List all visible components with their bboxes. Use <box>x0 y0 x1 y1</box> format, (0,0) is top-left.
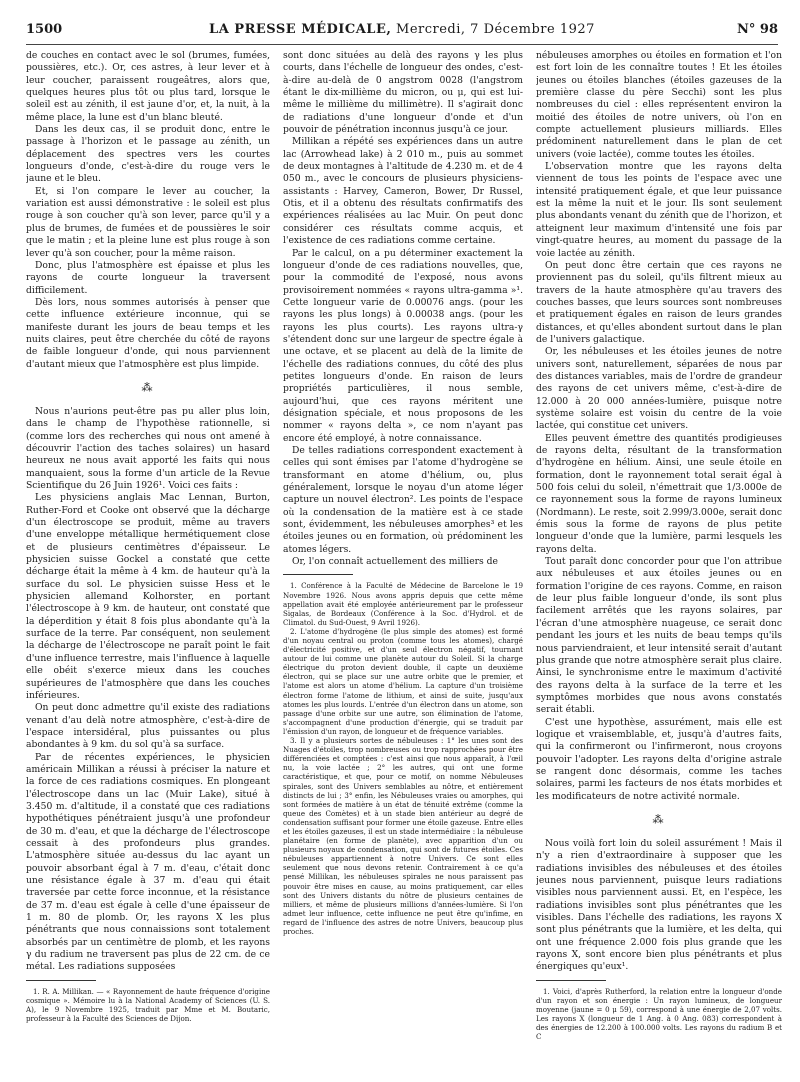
footnote-rule <box>536 980 606 981</box>
running-title <box>26 22 778 37</box>
paragraph: Or, l'on connaît actuellement des milliers de <box>292 556 498 568</box>
paragraph: Nous n'aurions peut-être pas pu aller plus loin, dans le champ de l'hypothèse rationnelle, si (comme lors des recherches qui nous ont amené à découvrir l'action des taches solaires) un hasard heureux ne nous avait apporté les faits qui nous manquaient, sous la forme d'un article de la Revue Scientifique du 26 Juin 1926¹. Voici ces faits : <box>26 405 270 491</box>
paragraph: C'est une hypothèse, assurément, mais elle est logique et vraisemblable, et, jusqu'à d'autres faits, qui la confirmeront ou l'infirmeront, nous croyons pouvoir l'adopter. Les rayons delta d'origine astrale se rangent donc désormais, comme les taches solaires, parmi les facteurs de nos états morbides et les modificateurs de notre activité normale. <box>536 716 782 802</box>
footnote: 1. R. A. Millikan. — « Rayonnement de haute fréquence d'origine cosmique ». Mémoire lu à la National Academy of Sciences (U. S. A), le 9 Novembre 1925, traduit par Mme et M. Boutaric, professeur à la Faculté des Sciences de Dijon. <box>26 986 270 1024</box>
paragraph: Les physiciens anglais Mac Lennan, Burton, Ruther-Ford et Cooke ont observé que la décharge d'un électroscope se produit, même au travers d'une enveloppe métallique hermétiquement close et de plusieurs centimètres d'épaisseur. Le physicien suisse Gockel a constaté que cette décharge était la même à 4 km. de hauteur qu'à la surface du sol. Le physicien suisse Hess et le physicien allemand Kolhorster, en portant l'électroscope à 9 km. de hauteur, ont constaté que la déperdition y était 8 fois plus abondante qu'à la surface de la terre. Par conséquent, non seulement la décharge de l'électroscope ne paraît point le fait d'une influence terrestre, mais l'influence à laquelle elle obéit s'exerce mieux dans les couches supérieures de l'atmosphère que dans les couches inférieures. <box>26 492 270 701</box>
journal-name: LA PRESSE MÉDICALE, <box>209 22 392 37</box>
column-2 <box>283 50 523 1070</box>
paragraph: L'observation montre que les rayons delta viennent de tous les points de l'espace avec une intensité pratiquement égale, et que leur puissance est la même la nuit et le jour. Ils sont seulement plus abondants venant du zénith que de l'horizon, et atteignent leur maximum d'intensité une fois par vingt-quatre heures, au moment du passage de la voie lactée au zénith. <box>536 161 782 259</box>
paragraph: sont donc situées au delà des rayons γ les plus courts, dans l'échelle de longueur des ondes, c'est-à-dire au-delà de 0 angstrom 0028 (l'angstrom étant le dix-millième du micron, ou μ, qui est lui-même le millième du millimètre). Il s'agirait donc de radiations d'une longueur d'onde et d'un pouvoir de pénétration inconnus jusqu'à ce jour. <box>283 50 523 136</box>
paragraph: Et, si l'on compare le lever au coucher, la variation est aussi démonstrative : le soleil est plus rouge à son coucher qu'à son lever, parce qu'il y a plus de brumes, de fumées et de poussières le soir que le matin ; et la pleine lune est plus rouge à son lever qu'à son coucher, pour la même raison. <box>26 185 270 259</box>
paragraph: Dès lors, nous sommes autorisés à penser que cette influence extérieure inconnue, qui se manifeste durant les jours de beau temps et les nuits claires, peut être cherchée du côté de rayons de faible longueur d'onde, qui nous parviennent d'autant mieux que l'atmosphère est plus limpide. <box>26 296 270 370</box>
paragraph: Elles peuvent émettre des quantités prodigieuses de rayons delta, résultant de la transformation d'hydrogène en hélium. Ainsi, une seule étoile en formation, dont le rayonnement total serait égal à 500 fois celui du soleil, n'émettrait que 1/3.000e de ce rayonnement sous la forme de rayons lumineux (Nordmann). Le reste, soit 2.999/3.000e, serait donc émis sous la forme de rayons de plus petite longueur d'onde que la lumière, parmi lesquels les rayons delta. <box>536 432 782 555</box>
page-header <box>26 22 778 45</box>
paragraph: de couches en contact avec le sol (brumes, fumées, poussières, etc.). Or, ces astres, à leur lever et à leur coucher, paraissent rougeâtres, alors que, quelques heures plus tôt ou plus tard, lorsque le soleil est au zénith, il est jaune d'or, et, la nuit, à la même place, la lune est d'un blanc bleuté. <box>26 50 270 123</box>
footnote: 1. Voici, d'après Rutherford, la relation entre la longueur d'onde d'un rayon et son énergie : Un rayon lumineux, de longueur moyenne (jaune = 0 μ 59), correspond à une énergie de 2,07 volts. Les rayons X (longueur de 1 Ang. à 0 Ang. 083) correspondent à des énergies de 12.200 à 100.000 volts. Les rayons du radium B et C <box>536 986 782 1042</box>
paragraph: On peut donc être certain que ces rayons ne proviennent pas du soleil, qu'ils filtrent mieux au travers de la haute atmosphère qu'au travers des couches basses, que leurs sources sont nombreuses et pratiquement égales en raison de leurs grandes distances, et qu'elles abondent surtout dans le plan de l'univers galactique. <box>536 259 782 345</box>
paragraph: Tout paraît donc concorder pour que l'on attribue aux nébuleuses et aux étoiles jeunes ou en formation l'origine de ces rayons. Comme, en raison de leur plus faible longueur d'onde, ils sont plus facilement arrêtés que les rayons solaires, par l'écran d'une atmosphère nuageuse, ce serait donc pendant les jours et les nuits de beau temps qu'ils nous parviendraient, et leur intensité serait d'autant plus grande que notre atmosphère serait plus claire. Ainsi, le synchronisme entre le maximum d'activité des rayons delta à la surface de la terre et les symptômes morbides que nous avons constatés serait établi. <box>536 556 782 716</box>
page-number: 1500 <box>26 22 63 37</box>
paragraph: nébuleuses amorphes ou étoiles en formation et l'on est fort loin de les connaître toutes ! Et les étoiles jeunes ou étoiles blanches (étoiles gazeuses de la première classe du père Secchi) sont les plus nombreuses du ciel : elles représentent environ la moitié des étoiles de notre univers, où l'on en compte actuellement plusieurs milliards. Elles prédominent naturellement dans le plan de cet univers (voie lactée), comme toutes les étoiles. <box>536 50 782 160</box>
section-separator: ⁂ <box>141 380 155 394</box>
paragraph: Dans les deux cas, il se produit donc, entre le passage à l'horizon et le passage au zénith, un déplacement des spectres vers les courtes longueurs d'onde, c'est-à-dire du rouge vers le jaune et le bleu. <box>26 124 270 185</box>
issue-date: Mercredi, 7 Décembre 1927 <box>396 22 595 37</box>
paragraph: On peut donc admettre qu'il existe des radiations venant d'au delà notre atmosphère, c'est-à-dire de l'espace intersidéral, plus puissantes ou plus abondantes à 9 km. du sol qu'à sa surface. <box>26 702 270 751</box>
column-3 <box>536 50 782 1070</box>
section-separator: ⁂ <box>652 812 666 826</box>
footnote: 2. L'atome d'hydrogène (le plus simple des atomes) est formé d'un noyau central ou proton (comme tous les atomes), chargé d'électricité positive, et d'un seul électron négatif, tournant autour de lui comme une planète autour du Soleil. Si la charge électrique du proton devient double, il capte un deuxième électron, qui se place sur une autre orbite que le premier, et l'atome est alors un atome d'hélium. La capture d'un troisième électron forme l'atome de lithium, et ainsi de suite, jusqu'aux atomes les plus lourds. L'entrée d'un électron dans un atome, son passage d'une orbite sur une autre, son élimination de l'atome, s'accompagnent d'une production d'énergie, qui se traduit par l'émission d'un rayon, de longueur et de fréquence variables. <box>283 626 523 736</box>
footnote-rule <box>283 574 353 575</box>
paragraph: De telles radiations correspondent exactement à celles qui sont émises par l'atome d'hydrogène se transformant en atome d'hélium, ou, plus généralement, lorsque le noyau d'un atome léger capture un nouvel électron². Les points de l'espace où la condensation de la matière est à ce stade sont, évidemment, les nébuleuses amorphes³ et les étoiles jeunes ou en formation, où prédominent les atomes légers. <box>283 445 523 555</box>
issue-number: N° 98 <box>737 22 778 37</box>
column-1 <box>26 50 270 1070</box>
paragraph: Or, les nébuleuses et les étoiles jeunes de notre univers sont, naturellement, séparées de nous par des distances variables, mais de l'ordre de grandeur des rayons de cet univers même, c'est-à-dire de 12.000 à 20 000 années-lumière, puisque notre système solaire est voisin du centre de la voie lactée, qui constitue cet univers. <box>536 346 782 432</box>
footnote: 3. Il y a plusieurs sortes de nébuleuses : 1° les unes sont des Nuages d'étoiles, trop nombreuses ou trop rapprochées pour être différenciées et comptées : c'est ainsi que nous apparaît, à l'œil nu, la voie lactée ; 2° les autres, qui ont une forme caractéristique, et que, pour ce motif, on nomme Nébuleuses spirales, sont des Univers semblables au nôtre, et entièrement distincts de lui ; 3° enfin, les Nébuleuses vraies ou amorphes, qui sont formées de matière à un état de ténuité extrême (comme la queue des Comètes) et à un stade bien antérieur au degré de condensation suffisant pour former une étoile gazeuse. Entre elles et les étoiles gazeuses, il est un stade intermédiaire : la nébuleuse planétaire (en forme de planète), avec apparition d'un ou plusieurs noyaux de condensation, qui sont de futures étoiles. Ces nébuleuses appartiennent à notre Univers. Ce sont elles seulement que nous devons retenir. Contrairement à ce qu'a pensé Millikan, les nébuleuses spirales ne nous paraissent pas pouvoir être mises en cause, au moins pratiquement, car elles sont des Univers distants du nôtre de plusieurs centaines de milliers, et même de plusieurs millions d'années-lumière. Si l'on admet leur influence, cette influence ne peut être qu'infime, en regard de l'influence des astres de notre Univers, beaucoup plus proches. <box>283 736 523 936</box>
paragraph: Millikan a répété ses expériences dans un autre lac (Arrowhead lake) à 2 010 m., puis au sommet de deux montagnes à l'altitude de 4.230 m. et de 4 050 m., avec le concours de plusieurs physiciens-assistants : Harvey, Cameron, Bower, Dr Russel, Otis, et il a obtenu des résultats confirmatifs des expériences réalisées au lac Muir. On peut donc considérer ces résultats comme acquis, et l'existence de ces radiations comme certaine. <box>283 136 523 247</box>
paragraph: Par de récentes expériences, le physicien américain Millikan a réussi à préciser la nature et la force de ces radiations cosmiques. En plongeant l'électroscope dans un lac (Muir Lake), situé à 3.450 m. d'altitude, il a constaté que ces radiations hypothétiques pénétraient jusqu'à une profondeur de 30 m. d'eau, et que la décharge de l'électroscope cessait à des profondeurs plus grandes. L'atmosphère située au-dessus du lac ayant un pouvoir absorbant égal à 7 m. d'eau, c'était donc une résistance égale à 37 m. d'eau qui était traversée par cette force inconnue, et la résistance de 37 m. d'eau est égale à celle d'une épaisseur de 1 m. 80 de plomb. Or, les rayons X les plus pénétrants que nous connaissions sont totalement absorbés par un centimètre de plomb, et les rayons γ du radium ne traversent pas plus de 22 cm. de ce métal. Les radiations supposées <box>26 751 270 973</box>
paragraph: Par le calcul, on a pu déterminer exactement la longueur d'onde de ces radiations nouvelles, que, pour la commodité de l'exposé, nous avons provisoirement nommées « rayons ultra-gamma »¹. Cette longueur varie de 0.00076 angs. (pour les rayons les plus longs) à 0.00038 angs. (pour les rayons les plus courts). Les rayons ultra-γ s'étendent donc sur une largeur de spectre égale à une octave, et se placent au delà de la limite de l'échelle des radiations connues, du côté des plus petites longueurs d'onde. En raison de leurs propriétés particulières, il nous semble, aujourd'hui, que ces rayons méritent une désignation spéciale, et nous proposons de les nommer « rayons delta », ce nom n'ayant pas encore été employé, à notre connaissance. <box>283 247 523 444</box>
footnote-rule <box>26 980 96 981</box>
paragraph: Donc, plus l'atmosphère est épaisse et plus les rayons de courte longueur la traversent difficilement. <box>26 259 270 296</box>
footnote: 1. Conférence à la Faculté de Médecine de Barcelone le 19 Novembre 1926. Nous avons appris depuis que cette même appellation avait été employée antérieurement par le professeur Sigalas, de Bordeaux (Conférence à la Soc. d'Hydrol. et de Climatol. du Sud-Ouest, 9 Avril 1926). <box>283 581 523 627</box>
paragraph: Nous voilà fort loin du soleil assurément ! Mais il n'y a rien d'extraordinaire à supposer que les radiations invisibles des nébuleuses et des étoiles jeunes nous parviennent, puisque leurs radiations visibles nous parviennent aussi. Et, en l'espèce, les radiations invisibles sont plus pénétrantes que les visibles. Dans l'échelle des radiations, les rayons X sont plus pénétrants que la lumière, et les delta, qui ont une fréquence 2.000 fois plus grande que les rayons X, sont encore bien plus pénétrants et plus énergiques qu'eux¹. <box>536 837 782 973</box>
